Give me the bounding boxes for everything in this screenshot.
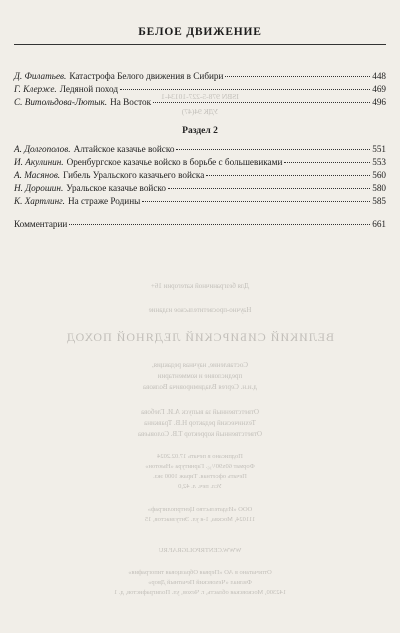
entry-page: 496 (372, 97, 386, 107)
entry-title: Оренбургское казачье войско в борьбе с большевиками (66, 157, 283, 167)
toc-entry (14, 96, 386, 109)
entry-page: 560 (372, 170, 386, 180)
header-rule (14, 44, 386, 45)
entry-title: Катастрофа Белого движения в Сибири (69, 71, 224, 81)
ghost-book-title: ВЕЛИКИЙ СИБИРСКИЙ ЛЕДЯНОЙ ПОХОД (65, 330, 335, 344)
entry-page: 585 (372, 196, 386, 206)
ghost-line: Ответственный за выпуск А.И. Глебова (141, 408, 259, 416)
ghost-line: ООО «Издательство Центрполиграф» (147, 506, 253, 513)
entry-author: С. Витольдова-Лютык. (14, 97, 108, 107)
dot-leader (225, 76, 370, 77)
toc-entry (14, 182, 386, 195)
ghost-line: Филиал «Чеховский Печатный Двор» (148, 579, 252, 586)
dot-leader (69, 224, 370, 225)
running-header: БЕЛОЕ ДВИЖЕНИЕ (138, 26, 262, 38)
dot-leader (206, 175, 370, 176)
entry-page: 580 (372, 183, 386, 193)
dot-leader (176, 149, 370, 150)
entry-title: На Восток (110, 97, 152, 107)
section-heading: Раздел 2 (182, 126, 218, 136)
entry-author: Д. Филатьев. (14, 71, 67, 81)
entry-title: На страже Родины (67, 196, 141, 206)
entry-author: Н. Дорошин. (14, 183, 64, 193)
ghost-udk: УДК 94(47) (181, 107, 219, 116)
entry-author: А. Долгополов. (14, 144, 71, 154)
ghost-website: WWW.CENTRPOLIGRAF.RU (158, 547, 242, 554)
entry-author: А. Масянов. (14, 170, 61, 180)
entry-title: Ледяной поход (59, 84, 118, 94)
table-of-contents (14, 70, 386, 231)
ghost-edition-type: Научно-просветительское издание (148, 306, 252, 314)
toc-entry-comments (14, 218, 386, 231)
ghost-line: Подписано в печать 17.02.2024 (157, 453, 243, 460)
ghost-compilers (0, 360, 400, 393)
ghost-line: Печать офсетная. Тираж 1000 экз. (153, 473, 247, 480)
dot-leader (168, 188, 370, 189)
ghost-line: Усл. печ. л. 42,0 (178, 483, 222, 490)
toc-entry (14, 143, 386, 156)
ghost-line: д.и.н. Сергея Владимировича Волкова (143, 383, 257, 391)
toc-entry (14, 156, 386, 169)
spacer (14, 109, 386, 119)
ghost-print-info (0, 452, 400, 492)
ghost-staff (0, 407, 400, 440)
ghost-series-note: Для безграничной категории 16+ (150, 282, 250, 290)
entry-author: И. Акулинин. (14, 157, 64, 167)
ghost-line: Составление, научная редакция, (152, 361, 249, 369)
entry-page: 553 (372, 157, 386, 167)
entry-title: Алтайское казачье войско (73, 144, 175, 154)
ghost-line: Ответственный корректор Т.В. Соловьева (137, 430, 263, 438)
ghost-line: Отпечатано в АО «Первая Образцовая типография» (128, 569, 272, 576)
ghost-line: Технический редактор Н.В. Травкина (144, 419, 256, 427)
dot-leader (120, 89, 370, 90)
entry-author: К. Хартлинг. (14, 196, 65, 206)
entry-title: Гибель Уральского казачьего войска (63, 170, 205, 180)
entry-title: Уральское казачье войско (66, 183, 167, 193)
ghost-isbn: ISBN 978-5-227-10134-1 (161, 92, 239, 101)
toc-entry (14, 169, 386, 182)
ghost-line: предисловие и комментарии (157, 372, 243, 380)
dot-leader (153, 102, 370, 103)
ghost-publisher (0, 505, 400, 525)
dot-leader (284, 162, 370, 163)
toc-entry (14, 83, 386, 96)
ghost-line: 111024, Москва, 1-я ул. Энтузиастов, 15 (144, 516, 256, 523)
entry-page: 551 (372, 144, 386, 154)
ghost-line: 142300, Московская область, г. Чехов, ул. Полиграфистов, д. 1 (114, 589, 287, 596)
ghost-line: Формат 60х90¹/₁₆. Гарнитура «Ньютон» (145, 463, 255, 470)
dot-leader (142, 201, 370, 202)
ghost-printer (0, 568, 400, 598)
entry-page: 469 (372, 84, 386, 94)
toc-entry (14, 70, 386, 83)
entry-page: 448 (372, 71, 386, 81)
entry-page: 661 (372, 219, 386, 229)
entry-author: Г. Клерже. (14, 84, 57, 94)
entry-title: Комментарии (14, 219, 68, 229)
toc-entry (14, 195, 386, 208)
